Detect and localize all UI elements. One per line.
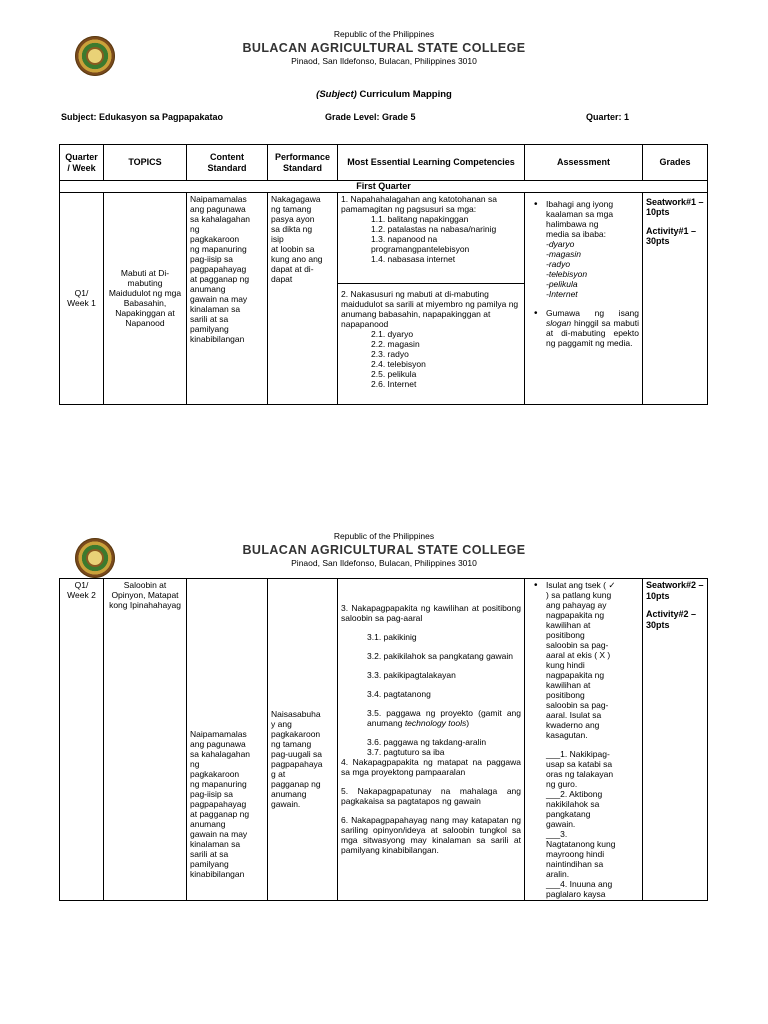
assessment-bullet bbox=[528, 580, 639, 899]
media-item: -radyo bbox=[546, 258, 571, 269]
melc3-5-italic: technology tools bbox=[404, 718, 467, 729]
melc1-item: programangpantelebisyon bbox=[371, 243, 470, 254]
assessment-line: kasagutan. bbox=[546, 730, 588, 741]
assessment-item: pangkatang bbox=[546, 809, 591, 820]
col-header-quarter-week: Quarter / Week bbox=[60, 145, 104, 181]
assessment-item: Nagtatanong kung bbox=[546, 839, 616, 850]
cs-line: pagpapahayag bbox=[190, 799, 247, 810]
college-name: BULACAN AGRICULTURAL STATE COLLEGE bbox=[242, 41, 526, 55]
assessment-line: halimbawa ng bbox=[546, 218, 599, 229]
ps-line: dapat at di- bbox=[271, 263, 314, 274]
cs-line: pagkakaroon bbox=[190, 769, 240, 780]
ps-line: pagpapahaya bbox=[271, 759, 323, 770]
grade-seatwork: Seatwork#1 – 10pts bbox=[646, 196, 704, 218]
college-name-2: BULACAN AGRICULTURAL STATE COLLEGE bbox=[242, 543, 526, 557]
assessment2-text: Gumawa ng isang bbox=[546, 307, 639, 318]
assessment-line: • Isulat ang tsek ( ✓ bbox=[546, 580, 616, 590]
assessment-line: kwaderno ang bbox=[546, 720, 600, 731]
cs-line: sa kahalagahan bbox=[190, 749, 251, 760]
week2-performance-standard bbox=[268, 579, 338, 901]
melc3-item: 3.2. pakikilahok sa pangkatang gawain bbox=[367, 651, 514, 662]
melc3-5-text: 3.5. paggawa ng proyekto (gamit ang anumang bbox=[367, 708, 521, 729]
media-item: -magasin bbox=[546, 248, 581, 259]
week2-assessment bbox=[525, 579, 643, 901]
cs-line: pag-iisip sa bbox=[190, 253, 233, 264]
melc3-item: 3.7. pagtuturo sa iba bbox=[367, 747, 445, 758]
melc2-item: 2.3. radyo bbox=[371, 348, 409, 359]
cs-line: ng bbox=[190, 223, 200, 234]
melc3-item: 3.6. paggawa ng takdang-aralin bbox=[367, 737, 487, 748]
week1-content-standard bbox=[187, 192, 268, 404]
ps-line: y ang bbox=[271, 719, 292, 730]
assessment-item: nakikilahok sa bbox=[546, 799, 600, 810]
week1-topic: Mabuti at Di-mabuting Maidudulot ng mga Babasahin, Napakinggan at Napanood bbox=[104, 192, 187, 404]
melc3-title: 3. Nakapagpapakita ng kawilihan at positibong saloobin sa pag-aaral bbox=[341, 603, 521, 624]
media-item: -Internet bbox=[546, 288, 578, 299]
week1-grades bbox=[643, 192, 708, 404]
cs-line: ng bbox=[190, 759, 200, 770]
assessment-item: aralin. bbox=[546, 869, 570, 880]
assessment-line: nagpapakita ng bbox=[546, 610, 605, 621]
melc3-item: 3.3. pakikipagtalakayan bbox=[367, 670, 456, 681]
melc3-item-3-5 bbox=[341, 708, 521, 728]
week2-label: Q1/ Week 2 bbox=[60, 579, 104, 901]
assessment-item: usap sa katabi sa bbox=[546, 759, 613, 770]
melc6: 6. Nakapagpapahayag nang may katapatan ng sariling opinyon/ideya at saloobin tungkol sa mga sitwasyong may kinalaman sa sarili at pamilyang kinabibilangan. bbox=[341, 815, 521, 856]
ps-line: kung ano ang bbox=[271, 253, 323, 264]
melc1-title: 1. Napahahalagahan ang katotohanan sa pamamagitan ng pagsusuri sa mga: bbox=[341, 193, 497, 214]
assessment-line: aaral. Isulat sa bbox=[546, 710, 602, 721]
col-header-grades: Grades bbox=[643, 145, 708, 181]
melc1-item: 1.1. balitang napakinggan bbox=[371, 213, 469, 224]
cs-line: kinalaman sa bbox=[190, 303, 241, 314]
melc2-title: 2. Nakasusuri ng mabuti at di-mabuting maidudulot sa sarili at miyembro ng pamilya ng anumang babasahin, napapakinggan at napapanood bbox=[341, 288, 519, 329]
ps-line: isip bbox=[271, 233, 284, 244]
grade-seatwork: Seatwork#2 – 10pts bbox=[646, 580, 704, 601]
cs-line: at pagganap ng bbox=[190, 809, 250, 820]
melc2-item: 2.2. magasin bbox=[371, 338, 420, 349]
assessment1-bullet bbox=[528, 199, 639, 299]
melc1-item: 1.3. napanood na bbox=[371, 233, 438, 244]
ps-line: ng tamang bbox=[271, 203, 312, 214]
week1-assessment bbox=[525, 192, 643, 404]
ps-line: anumang bbox=[271, 789, 307, 800]
title-rest: Curriculum Mapping bbox=[356, 89, 452, 100]
ps-line: pagganap ng bbox=[271, 779, 321, 790]
melc3-5-end: ) bbox=[466, 718, 470, 729]
subject-label: Subject: Edukasyon sa Pagpapakatao bbox=[61, 112, 224, 122]
week2-topic: Saloobin at Opinyon, Matapat kong Ipinahahayag bbox=[104, 579, 187, 901]
ps-line: pasya ayon bbox=[271, 213, 315, 224]
media-item: -telebisyon bbox=[546, 268, 588, 279]
assessment2-slogan: slogan bbox=[546, 317, 572, 328]
cs-line: kinabibilangan bbox=[190, 869, 245, 880]
melc3-item: 3.1. pakikinig bbox=[367, 632, 417, 643]
assessment-line: positibong bbox=[546, 690, 585, 701]
melc4: 4. Nakapagpapakita ng matapat na paggawa sa mga proyektong pampaaralan bbox=[341, 757, 521, 778]
assessment-item: ___3. bbox=[546, 829, 568, 840]
cs-line: at pagganap ng bbox=[190, 273, 250, 284]
week1-performance-standard bbox=[268, 192, 338, 404]
assessment-item: naintindihan sa bbox=[546, 859, 604, 870]
assessment-line: kung hindi bbox=[546, 660, 585, 671]
cs-line: gawain na may bbox=[190, 293, 248, 304]
assessment-item: oras ng talakayan bbox=[546, 769, 614, 780]
cs-line: pagkakaroon bbox=[190, 233, 240, 244]
assessment-item: gawain. bbox=[546, 819, 576, 830]
assessment-item: ___2. Aktibong bbox=[546, 789, 603, 800]
melc2-item: 2.1. dyaryo bbox=[371, 328, 414, 339]
ps-line: dapat bbox=[271, 273, 293, 284]
media-item: -dyaryo bbox=[546, 238, 575, 249]
cs-line: pamilyang bbox=[190, 323, 229, 334]
assessment2-rest: hinggil sa mabuti at di-mabuting epekto ng paggamit ng media. bbox=[546, 317, 639, 348]
cs-line: kinabibilangan bbox=[190, 333, 245, 344]
col-header-melc: Most Essential Learning Competencies bbox=[338, 145, 525, 181]
week1-melc2 bbox=[338, 283, 525, 404]
assessment-line: nagpapakita ng bbox=[546, 670, 605, 681]
melc2-item: 2.6. Internet bbox=[371, 378, 417, 389]
cs-line: kinalaman sa bbox=[190, 839, 241, 850]
section-first-quarter: First Quarter bbox=[60, 181, 708, 193]
cs-line: anumang bbox=[190, 283, 226, 294]
cs-line: pagpapahayag bbox=[190, 263, 247, 274]
col-header-assessment: Assessment bbox=[525, 145, 643, 181]
assessment-item: ___4. Inuuna ang bbox=[546, 879, 613, 890]
assessment-line: aaral at ekis ( X ) bbox=[546, 650, 611, 661]
ps-line: Naisasabuha bbox=[271, 709, 321, 719]
col-header-content-standard: Content Standard bbox=[187, 145, 268, 181]
week2-content-standard bbox=[187, 579, 268, 901]
assessment-line: kawilihan at bbox=[546, 620, 591, 631]
melc1-item: 1.2. patalastas na nabasa/narinig bbox=[371, 223, 497, 234]
ps-line: Nakagagawa bbox=[271, 193, 321, 204]
cs-line: sarili at sa bbox=[190, 849, 229, 860]
media-item: -pelikula bbox=[546, 278, 578, 289]
assessment-line: kaalaman sa mga bbox=[546, 208, 614, 219]
week2-grades bbox=[643, 579, 708, 901]
republic-label-2: Republic of the Philippines bbox=[333, 531, 435, 541]
col-header-topics: TOPICS bbox=[104, 145, 187, 181]
col-header-performance-standard: Performance Standard bbox=[268, 145, 338, 181]
document-title bbox=[0, 89, 768, 100]
week1-label: Q1/ Week 1 bbox=[60, 192, 104, 404]
assessment-item: paglalaro kaysa bbox=[546, 889, 606, 900]
cs-line: ang pagunawa bbox=[190, 203, 246, 214]
assessment-item: ___1. Nakikipag- bbox=[546, 749, 610, 760]
republic-label: Republic of the Philippines bbox=[333, 29, 435, 39]
grade-level-label: Grade Level: Grade 5 bbox=[325, 112, 416, 122]
cs-line: ng mapanuring bbox=[190, 779, 247, 790]
assessment-item: ng guro. bbox=[546, 779, 578, 790]
ps-line: sa dikta ng bbox=[271, 223, 313, 234]
melc5: 5. Nakapagpapatunay na mahalaga ang pagkakaisa sa pagtatapos ng gawain bbox=[341, 786, 521, 807]
melc2-item: 2.4. telebisyon bbox=[371, 358, 426, 369]
assessment-line: positibong bbox=[546, 630, 585, 641]
cs-line: ang pagunawa bbox=[190, 739, 246, 750]
melc1-item: 1.4. nabasasa internet bbox=[371, 253, 456, 264]
ps-line: ng tamang bbox=[271, 739, 312, 750]
assessment-line: ) sa patlang kung bbox=[546, 590, 612, 601]
quarter-label: Quarter: 1 bbox=[586, 112, 630, 122]
week1-melc1 bbox=[338, 192, 525, 283]
assessment-line: media sa ibaba: bbox=[546, 228, 607, 239]
grade-activity: Activity#2 – 30pts bbox=[646, 609, 697, 630]
melc3-item: 3.4. pagtatanong bbox=[367, 689, 431, 700]
college-address-2: Pinaod, San Ildefonso, Bulacan, Philippines 3010 bbox=[291, 558, 477, 568]
cs-line: pag-iisip sa bbox=[190, 789, 233, 800]
cs-line: anumang bbox=[190, 819, 226, 830]
ps-line: g at bbox=[271, 769, 286, 780]
grade-activity: Activity#1 – 30pts bbox=[646, 225, 697, 247]
ps-line: gawain. bbox=[271, 799, 301, 810]
assessment2-bullet bbox=[528, 308, 639, 348]
melc2-item: 2.5. pelikula bbox=[371, 368, 417, 379]
college-address: Pinaod, San Ildefonso, Bulacan, Philippines 3010 bbox=[291, 56, 477, 66]
cs-line: ng mapanuring bbox=[190, 243, 247, 254]
curriculum-table-page2 bbox=[59, 578, 708, 901]
title-subject-prefix: (Subject) bbox=[316, 89, 357, 100]
assessment-line: saloobin sa pag- bbox=[546, 700, 609, 711]
assessment-line: saloobin sa pag- bbox=[546, 640, 609, 651]
ps-line: pag-uugali sa bbox=[271, 749, 323, 760]
assessment-item: mayroong hindi bbox=[546, 849, 605, 860]
assessment-line: ang pahayag ay bbox=[546, 600, 607, 611]
cs-line: Naipamamalas bbox=[190, 729, 247, 740]
assessment-line: • Ibahagi ang iyong bbox=[546, 198, 614, 209]
curriculum-table-page1 bbox=[59, 144, 708, 405]
cs-line: Naipamamalas bbox=[190, 193, 247, 204]
ps-line: at loobin sa bbox=[271, 243, 315, 254]
cs-line: pamilyang bbox=[190, 859, 229, 870]
cs-line: sa kahalagahan bbox=[190, 213, 251, 224]
week2-melc bbox=[338, 579, 525, 901]
cs-line: sarili at sa bbox=[190, 313, 229, 324]
assessment-line: kawilihan at bbox=[546, 680, 591, 691]
ps-line: pagkakaroon bbox=[271, 729, 321, 740]
cs-line: gawain na may bbox=[190, 829, 248, 840]
